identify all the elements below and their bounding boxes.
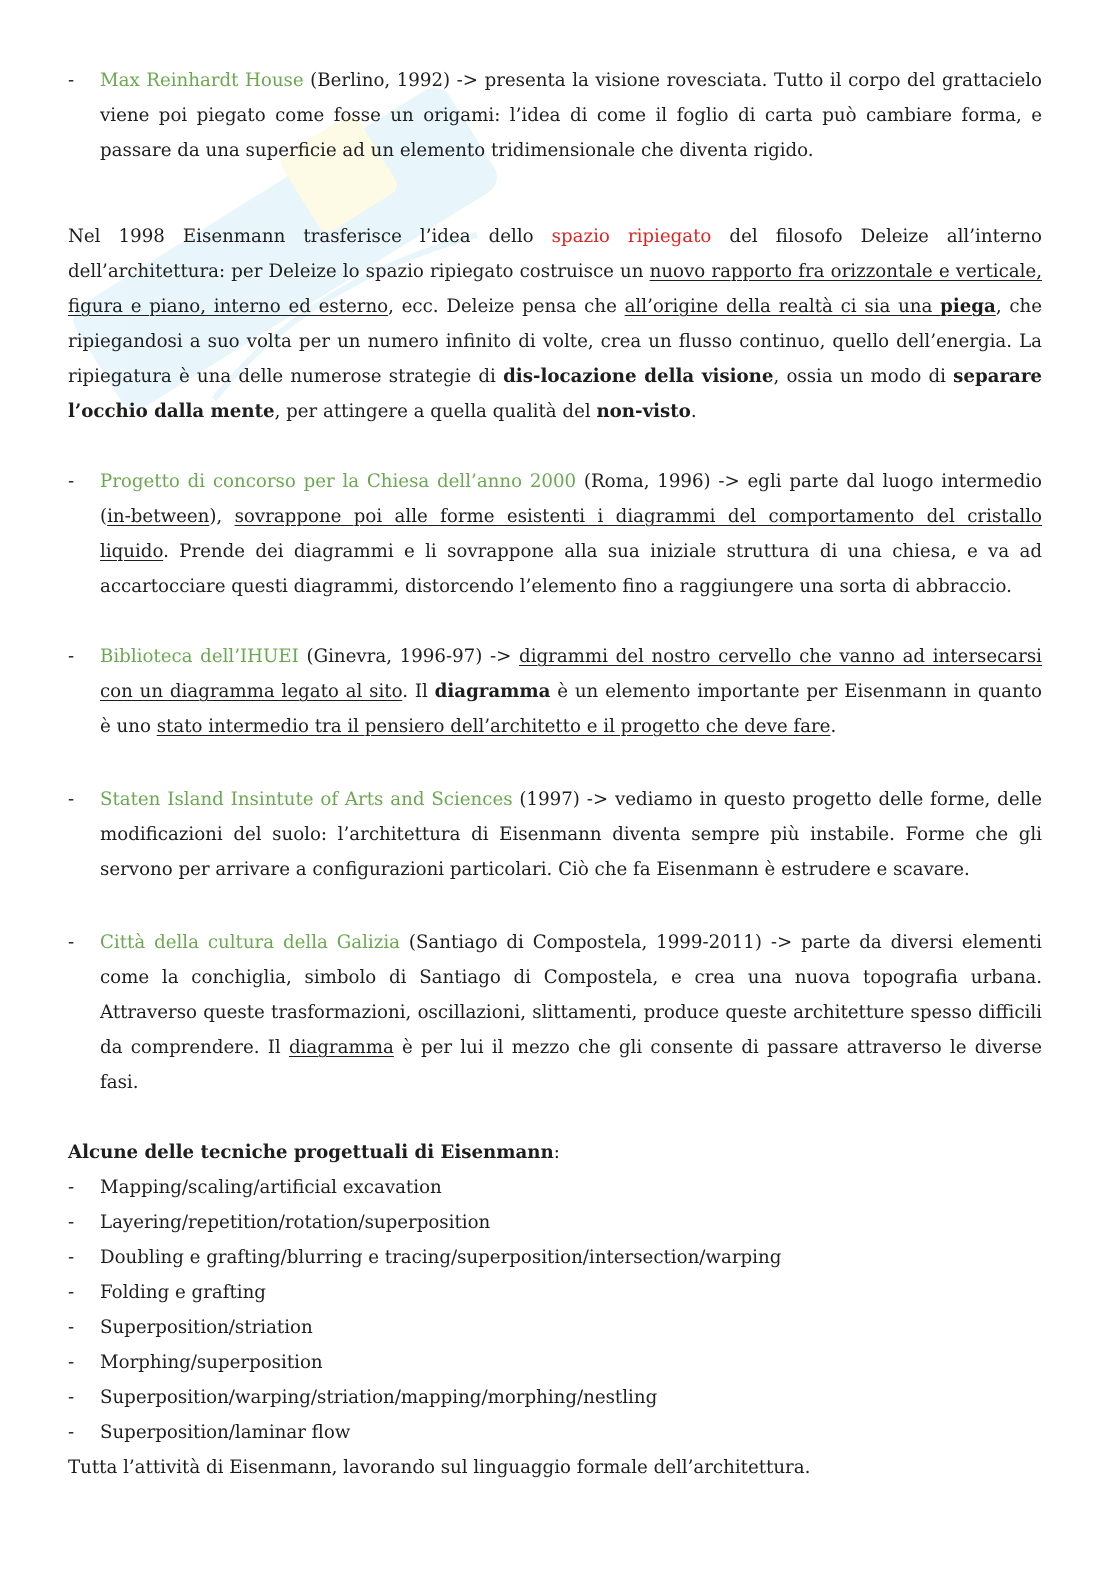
text-run: . Il	[402, 681, 435, 702]
list-dash: -	[68, 789, 75, 810]
text-run: (Santiago di Compostela, 1999-2011) -> parte da diversi elementi come la conchiglia, simbolo di Santiago di Compostela, e crea una nuova topografia urbana. Attraverso queste trasformazioni, oscillazioni, slittamenti, produce queste architetture spesso difficili da comprendere. Il	[100, 932, 1043, 1058]
underlined-text: digrammi del nostro cervello che vanno ad intersecarsi con un diagramma legato al sito	[100, 646, 1042, 702]
technique-item	[68, 1380, 1042, 1415]
list-dash: -	[68, 1422, 75, 1443]
project-name: Progetto di concorso per la Chiesa dell’anno 2000	[100, 471, 577, 492]
technique-text: Superposition/striation	[100, 1317, 313, 1338]
text-run: .	[830, 716, 837, 737]
technique-text: Morphing/superposition	[100, 1352, 323, 1373]
list-dash: -	[68, 471, 75, 492]
list-dash: -	[68, 1387, 75, 1408]
technique-item	[68, 1345, 1042, 1380]
technique-item	[68, 1240, 1042, 1275]
underlined-text: nuovo rapporto fra orizzontale e verticale, figura e piano, interno ed esterno	[68, 261, 1042, 317]
paragraph-text: (Berlino, 1992) -> presenta la visione rovesciata. Tutto il corpo del grattacielo viene poi piegato come fosse un origami: l’idea di come il foglio di carta può cambiare forma, e passare da una superficie ad un elemento tridimensionale che diventa rigido.	[100, 70, 1043, 161]
paragraph	[100, 639, 1042, 744]
text-run: (Ginevra, 1996-97) ->	[298, 646, 520, 667]
list-dash: -	[68, 1352, 75, 1373]
text-run: ),	[209, 506, 235, 527]
list-item-biblioteca-ihuei	[68, 639, 1042, 744]
text-run: (Roma, 1996) -> egli parte dal luogo intermedio (	[100, 471, 1042, 527]
list-item-chiesa-anno-2000	[68, 464, 1042, 604]
project-name: Max Reinhardt House	[100, 70, 304, 91]
text-run: , che ripiegandosi a suo volta per un numero infinito di volte, crea un flusso continuo, quello dell’energia. La ripiegatura è una delle numerose strategie di	[68, 296, 1042, 387]
technique-text: Doubling e grafting/blurring e tracing/superposition/intersection/warping	[100, 1247, 782, 1268]
text-run: , ecc. Deleize pensa che	[388, 296, 625, 317]
underlined-text: diagramma	[288, 1037, 394, 1058]
text-run: (1997) -> vediamo in questo progetto delle forme, delle modificazioni del suolo: l’architettura di Eisenmann diventa sempre più instabile. Forme che gli servono per arrivare a configurazioni particolari. Ciò che fa Eisenmann è estrudere e scavare.	[100, 789, 1042, 880]
bold-text: separare l’occhio dalla mente	[68, 366, 1042, 422]
paragraph-spazio-ripiegato	[68, 219, 1042, 429]
heading-text: Alcune delle tecniche progettuali di Eisenmann	[68, 1142, 554, 1163]
text-run: è per lui il mezzo che gli consente di passare attraverso le diverse fasi.	[100, 1037, 1042, 1093]
text-run: . Prende dei diagrammi e li sovrappone alla sua iniziale struttura di una chiesa, e va ad accartocciare questi diagrammi, distorcendo l’elemento fino a raggiungere una sorta di abbraccio.	[100, 541, 1042, 597]
text-run: , ossia un modo di	[773, 366, 954, 387]
bold-text: non-visto	[596, 401, 691, 422]
paragraph	[100, 63, 1042, 168]
technique-text: Superposition/warping/striation/mapping/morphing/nestling	[100, 1387, 658, 1408]
list-dash: -	[68, 1247, 75, 1268]
text-run: all’origine della realtà ci sia una	[624, 296, 941, 317]
paragraph	[100, 925, 1042, 1100]
technique-text: Layering/repetition/rotation/superposition	[100, 1212, 491, 1233]
bold-text: piega	[940, 296, 996, 317]
list-dash: -	[68, 70, 75, 91]
text-run: del filosofo Deleize all’interno dell’architettura: per Deleize lo spazio ripiegato costruisce un	[68, 226, 1042, 282]
text-run: Nel 1998 Eisenmann trasferisce l’idea dello	[68, 226, 552, 247]
list-dash: -	[68, 1282, 75, 1303]
list-dash: -	[68, 932, 75, 953]
underlined-text	[625, 296, 996, 317]
underlined-text: sovrappone poi alle forme esistenti i diagrammi del comportamento del cristallo liquido	[100, 506, 1042, 562]
bold-text: diagramma	[434, 681, 551, 702]
underlined-text: in-between	[107, 506, 210, 527]
underlined-text: stato intermedio tra il pensiero dell’architetto e il progetto che deve fare	[156, 716, 831, 737]
list-item-max-reinhardt-house	[68, 63, 1042, 168]
technique-text: Mapping/scaling/artificial excavation	[100, 1177, 442, 1198]
text-run: , per attingere a quella qualità del	[274, 401, 597, 422]
project-name: Città della cultura della Galizia	[100, 932, 400, 953]
text-run: .	[690, 401, 697, 422]
paragraph	[100, 464, 1042, 604]
document-body	[68, 63, 1042, 1485]
list-item-staten-island	[68, 782, 1042, 887]
technique-item	[68, 1170, 1042, 1205]
technique-text: Superposition/laminar flow	[100, 1422, 351, 1443]
list-item-citta-cultura-galizia	[68, 925, 1042, 1100]
list-dash: -	[68, 646, 75, 667]
technique-text: Folding e grafting	[100, 1282, 266, 1303]
list-dash: -	[68, 1212, 75, 1233]
paragraph	[100, 782, 1042, 887]
technique-item	[68, 1310, 1042, 1345]
closing-sentence: Tutta l’attività di Eisenmann, lavorando sul linguaggio formale dell’architettura.	[68, 1457, 811, 1478]
techniques-heading	[68, 1135, 1042, 1170]
technique-item	[68, 1275, 1042, 1310]
project-name: Staten Island Insintute of Arts and Sciences	[100, 789, 513, 810]
techniques-list	[68, 1170, 1042, 1450]
bold-text: dis-locazione della visione	[503, 366, 774, 387]
project-name: Biblioteca dell’IHUEI	[100, 646, 299, 667]
technique-item	[68, 1415, 1042, 1450]
text-run: :	[553, 1142, 560, 1163]
text-run: è un elemento importante per Eisenmann in quanto è uno	[100, 681, 1042, 737]
list-dash: -	[68, 1177, 75, 1198]
list-dash: -	[68, 1317, 75, 1338]
technique-item	[68, 1205, 1042, 1240]
highlight-term: spazio ripiegato	[551, 226, 712, 247]
